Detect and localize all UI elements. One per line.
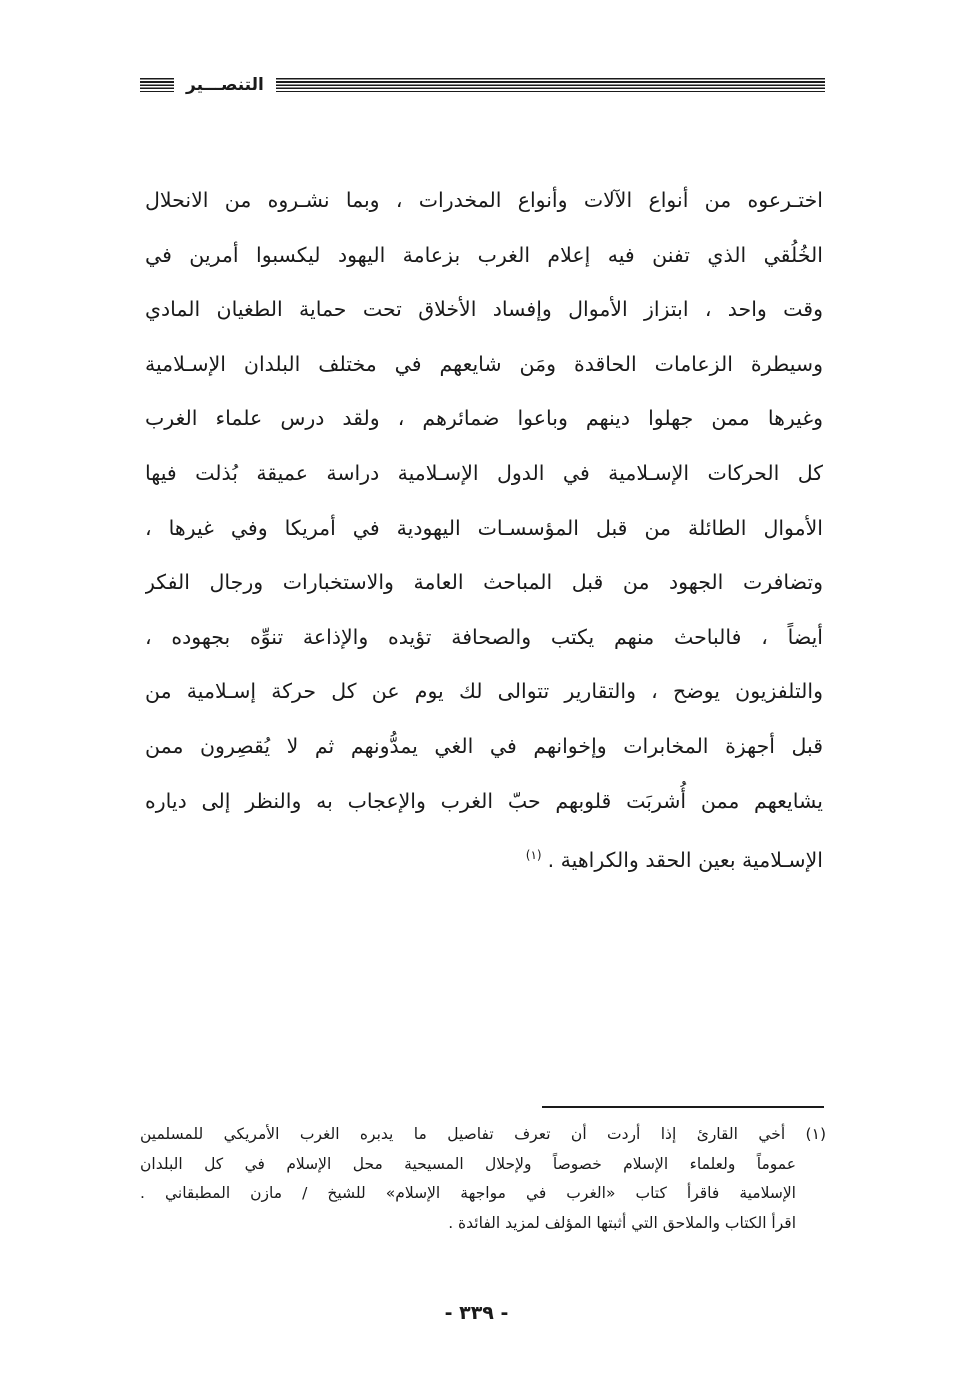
footnote-line: عموماً ولعلماء الإسلام خصوصاً ولإحلال المسيحية محل الإسلام في كل البلدان xyxy=(140,1154,796,1173)
footnotes xyxy=(140,1120,826,1238)
footnote-line: الإسلامية فاقرأ كتاب «الغرب في مواجهة الإسلام» للشيخ / مازن المطبقاني . xyxy=(140,1184,796,1202)
body-line: وغيرها ممن جهلوا دينهم وباعوا ضمائرهم ، ولقد درس علماء الغرب xyxy=(145,406,823,431)
header-rule-right xyxy=(140,78,174,92)
body-line: اختـرعوه من أنواع الآلات وأنواع المخدرات ، وبما نشـروه من الانحلال xyxy=(145,188,823,212)
body-text xyxy=(145,178,823,888)
footnote-line: (١) أخي القارئ إذا أردت أن تعرف تفاصيل ما يدبره الغرب الأمريكي للمسلمين xyxy=(140,1125,826,1143)
footnote-line: اقرأ الكتاب والملاحق التي أثبتها المؤلف لمزيد الفائدة . xyxy=(448,1213,796,1232)
body-line: الأموال الطائلة من قبل المؤسسـات اليهودية في أمريكا وفي غيرها ، xyxy=(145,515,823,540)
footnote-reference[interactable]: (١) xyxy=(525,848,542,863)
header-title: التنصـــير xyxy=(186,75,264,95)
body-line: وقت واحد ، ابتزاز الأموال وإفساد الأخلاق تحت حماية الطغيان المادي xyxy=(145,297,823,322)
body-line: يشايعهم ممن أُشربَت قلوبهم حبّ الغرب والإعجاب به والنظر إلى دياره xyxy=(145,788,823,813)
body-line: الخُلُقي الذي تفنن فيه إعلام الغرب بزعامة اليهود ليكسبوا أمرين في xyxy=(145,242,823,267)
header-rule-left xyxy=(276,78,825,92)
body-line-last-text: الإسـلامية بعين الحقد والكراهية . xyxy=(547,847,823,872)
body-line: والتلفزيون يوضح ، والتقارير تتوالى لك يوم عن كل حركة إسـلامية من xyxy=(145,679,823,704)
body-line-last xyxy=(145,833,823,888)
body-line: أيضاً ، فالباحث منهم يكتب والصحافة تؤيده والإذاعة تنوِّه بجهوده ، xyxy=(145,624,823,649)
body-line: وسيطرة الزعامات الحاقدة ومَن شايعهم في مختلف البلدان الإسـلامية xyxy=(145,351,823,376)
body-line: قبل أجهزة المخابرات وإخوانهم في الغي يمدُّونهم ثم لا يُقصِرون ممن xyxy=(145,733,823,758)
body-line: وتضافرت الجهود من قبل المباحث العامة والاستخبارات ورجال الفكر xyxy=(145,570,823,595)
footnote-separator xyxy=(542,1106,824,1108)
body-line: كل الحركات الإسـلامية في الدول الإسـلامية دراسة عميقة بُذلت فيها xyxy=(145,460,823,485)
page-number: - ٣٣٩ - xyxy=(444,1302,509,1324)
running-header xyxy=(140,70,825,100)
